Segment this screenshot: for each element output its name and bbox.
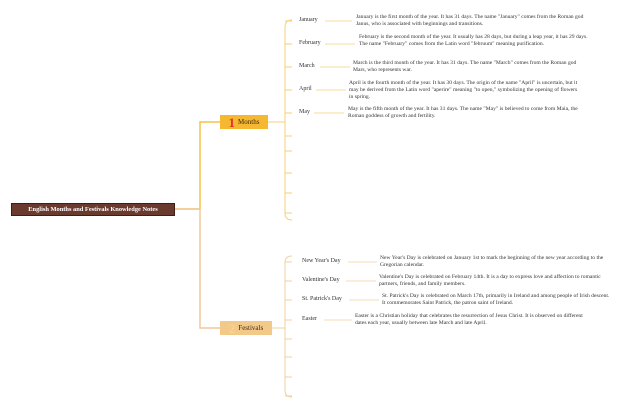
festival-desc-valentines-day: Valentine's Day is celebrated on February 14th. It is a day to express love and affection to romantic partners, friends, and family members. <box>379 274 601 287</box>
festivals-label: Festivals <box>238 324 264 332</box>
festival-node-new-years-day[interactable]: New Year's Day <box>302 258 341 264</box>
festival-node-st-patricks-day[interactable]: St. Patrick's Day <box>302 296 342 302</box>
month-node-january[interactable]: January <box>299 17 318 23</box>
months-label: Months <box>238 118 260 126</box>
festival-node-easter[interactable]: Easter <box>302 316 317 322</box>
root-node[interactable]: English Months and Festivals Knowledge Notes <box>11 203 175 216</box>
month-desc-april: April is the fourth month of the year. It has 30 days. The origin of the name "April" is uncertain, but it may be derived from the Latin word "aperire" meaning "to open," symbolizing the opening of flowers in spring. <box>349 80 578 100</box>
month-node-february[interactable]: February <box>299 40 321 46</box>
festivals-number-badge: 2 <box>228 320 236 336</box>
months-number-badge: 1 <box>228 114 236 130</box>
branch-festivals[interactable] <box>220 321 272 335</box>
festival-desc-easter: Easter is a Christian holiday that celebrates the resurrection of Jesus Christ. It is observed on different dates each year, usually between late March and late April. <box>355 313 583 326</box>
festival-desc-st-patricks-day: St. Patrick's Day is celebrated on March 17th, primarily in Ireland and among people of Irish descent. It commemorates Saint Patrick, the patron saint of Ireland. <box>382 293 610 306</box>
month-desc-february: February is the second month of the year. It usually has 28 days, but during a leap year, it has 29 days. The name "February" comes from the Latin word "februum" meaning purification. <box>359 34 588 47</box>
month-node-may[interactable]: May <box>299 109 310 115</box>
month-desc-may: May is the fifth month of the year. It has 31 days. The name "May" is believed to come from Maia, the Roman goddess of growth and fertility. <box>348 106 578 119</box>
festival-node-valentines-day[interactable]: Valentine's Day <box>302 277 340 283</box>
month-node-april[interactable]: April <box>299 86 312 92</box>
month-desc-march: March is the third month of the year. It has 31 days. The name "March" comes from the Roman god Mars, who represents war. <box>353 60 577 73</box>
festival-desc-new-years-day: New Year's Day is celebrated on January 1st to mark the beginning of the new year according to the Gregorian calendar. <box>380 255 604 268</box>
month-node-march[interactable]: March <box>299 63 315 69</box>
month-desc-january: January is the first month of the year. It has 31 days. The name "January" comes from the Roman god Janus, who is associated with beginnings and transitions. <box>356 14 584 27</box>
branch-months[interactable] <box>220 115 268 129</box>
